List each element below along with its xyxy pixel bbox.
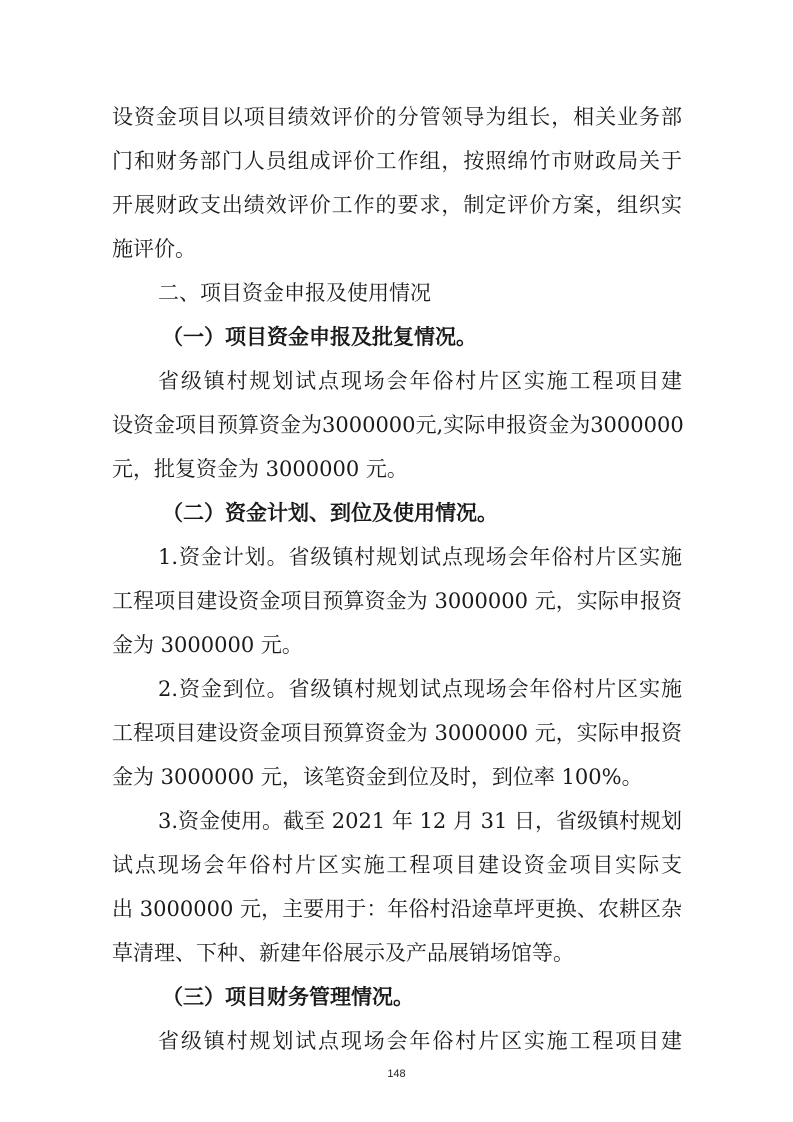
body-line: 元，批复资金为 3000000 元。 xyxy=(112,457,408,481)
body-line: 施评价。 xyxy=(112,237,196,261)
body-line: 设资金项目预算资金为3000000元,实际申报资金为3000000 xyxy=(112,413,684,437)
body-line: 开展财政支出绩效评价工作的要求，制定评价方案，组织实 xyxy=(112,193,682,217)
body-line: 设资金项目以项目绩效评价的分管领导为组长，相关业务部 xyxy=(112,105,682,129)
list-item-line: 金为 3000000 元，该笔资金到位及时，到位率 100%。 xyxy=(112,765,643,789)
subsection-heading-3: （三）项目财务管理情况。 xyxy=(162,985,414,1009)
list-item-line: 工程项目建设资金项目预算资金为 3000000 元，实际申报资 xyxy=(112,721,682,745)
list-item-line: 工程项目建设资金项目预算资金为 3000000 元，实际申报资 xyxy=(112,589,682,613)
list-item-line: 金为 3000000 元。 xyxy=(112,633,303,657)
list-item-line: 3.资金使用。截至 2021 年 12 月 31 日，省级镇村规划 xyxy=(158,809,682,833)
body-line: 省级镇村规划试点现场会年俗村片区实施工程项目建 xyxy=(158,1029,682,1053)
list-item-line: 草清理、下种、新建年俗展示及产品展销场馆等。 xyxy=(112,941,574,965)
subsection-heading-2: （二）资金计划、到位及使用情况。 xyxy=(162,501,498,525)
page-number: 148 xyxy=(387,1068,406,1080)
section-heading: 二、项目资金申报及使用情况 xyxy=(158,281,431,305)
body-line: 省级镇村规划试点现场会年俗村片区实施工程项目建 xyxy=(158,369,682,393)
list-item-line: 2.资金到位。省级镇村规划试点现场会年俗村片区实施 xyxy=(158,677,682,701)
list-item-line: 试点现场会年俗村片区实施工程项目建设资金项目实际支 xyxy=(112,853,682,877)
list-item-line: 1.资金计划。省级镇村规划试点现场会年俗村片区实施 xyxy=(158,545,682,569)
list-item-line: 出 3000000 元，主要用于：年俗村沿途草坪更换、农耕区杂 xyxy=(112,897,682,921)
body-line: 门和财务部门人员组成评价工作组，按照绵竹市财政局关于 xyxy=(112,149,682,173)
subsection-heading-1: （一）项目资金申报及批复情况。 xyxy=(162,325,477,349)
